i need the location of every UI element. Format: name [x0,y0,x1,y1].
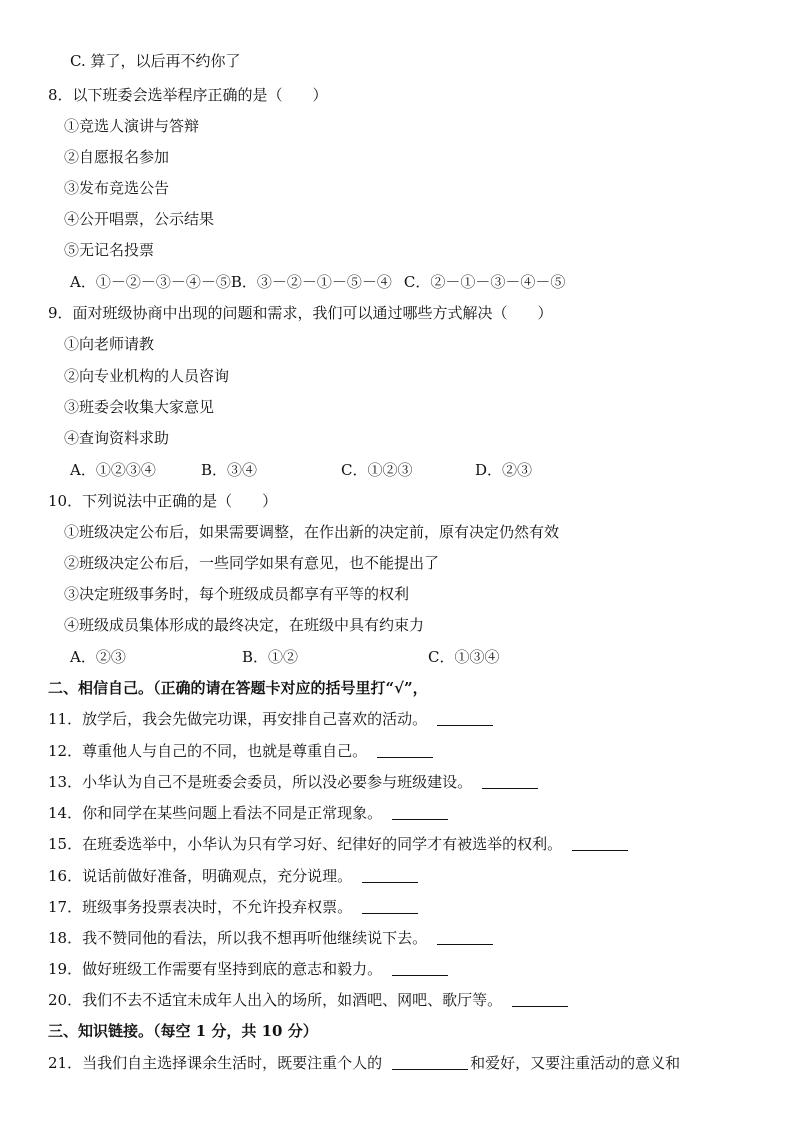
question-10-option-a: A．②③ [70,648,126,666]
question-text: 13．小华认为自己不是班委会委员，所以没必要参与班级建设。 [48,773,473,791]
question-13 [48,772,538,792]
answer-blank[interactable] [392,805,448,820]
question-14 [48,803,448,823]
answer-blank[interactable] [482,774,538,789]
question-9-option-d: D．②③ [475,461,533,479]
question-text: 18．我不赞同他的看法，所以我不想再听他继续说下去。 [48,929,428,947]
question-text: 11．放学后，我会先做完功课，再安排自己喜欢的活动。 [48,710,428,728]
answer-blank[interactable] [362,899,418,914]
question-15 [48,834,628,854]
question-9-option-b: B．③④ [201,461,258,479]
answer-blank[interactable] [512,992,568,1007]
question-7-option-c: C. 算了，以后再不约你了 [70,52,241,70]
section-2-heading: 二、相信自己。（正确的请在答题卡对应的括号里打“√”， [48,679,428,697]
answer-blank[interactable] [377,743,433,758]
section-3-heading: 三、知识链接。（每空 1 分，共 10 分） [48,1022,318,1040]
question-text: 15．在班委选举中，小华认为只有学习好、纪律好的同学才有被选举的权利。 [48,835,563,853]
option-b: B．③－②－①－⑤－④ [230,273,392,291]
option-a: A．①－②－③－④－⑤ [70,273,231,291]
question-16 [48,866,418,886]
question-17 [48,897,418,917]
question-text: 20．我们不去不适宜未成年人出入的场所，如酒吧、网吧、歌厅等。 [48,991,503,1009]
question-10-option-c: C．①③④ [428,648,500,666]
question-text: 16．说话前做好准备，明确观点，充分说理。 [48,867,353,885]
question-10-item: ④班级成员集体形成的最终决定，在班级中具有约束力 [64,616,425,634]
question-10-item: ③决定班级事务时，每个班级成员都享有平等的权利 [64,585,410,603]
question-19 [48,959,448,979]
question-text: 12．尊重他人与自己的不同，也就是尊重自己。 [48,742,368,760]
answer-blank[interactable] [437,711,493,726]
answer-blank[interactable] [572,836,628,851]
option-c: C．②－①－③－④－⑤ [403,273,566,291]
question-9-item: ④查询资料求助 [64,429,170,447]
answer-blank[interactable] [437,930,493,945]
question-text: 14．你和同学在某些问题上看法不同是正常现象。 [48,804,383,822]
question-10-item: ①班级决定公布后，如果需要调整，在作出新的决定前，原有决定仍然有效 [64,523,560,541]
question-8-stem: 8．以下班委会选举程序正确的是（ ） [48,86,328,104]
question-9-stem: 9．面对班级协商中出现的问题和需求，我们可以通过哪些方式解决（ ） [48,304,553,322]
question-8-item: ②自愿报名参加 [64,148,170,166]
question-8-item: ③发布竞选公告 [64,179,170,197]
question-18 [48,928,493,948]
question-text: 19．做好班级工作需要有坚持到底的意志和毅力。 [48,960,383,978]
question-8-item: ①竞选人演讲与答辩 [64,117,200,135]
question-9-option-c: C．①②③ [341,461,413,479]
question-9-item: ②向专业机构的人员咨询 [64,367,230,385]
question-9-item: ①向老师请教 [64,335,155,353]
fill-blank[interactable] [392,1055,468,1070]
question-9-item: ③班委会收集大家意见 [64,398,215,416]
question-10-stem: 10．下列说法中正确的是（ ） [48,492,278,510]
answer-blank[interactable] [362,868,418,883]
question-text-continued: 和爱好，又要注重活动的意义和 [470,1054,681,1072]
question-10-option-b: B．①② [242,648,299,666]
question-9-option-a: A．①②③④ [70,461,156,479]
question-8-options [70,272,565,292]
question-10-item: ②班级决定公布后，一些同学如果有意见，也不能提出了 [64,554,440,572]
question-text: 21．当我们自主选择课余生活时，既要注重个人的 [48,1054,383,1072]
answer-blank[interactable] [392,961,448,976]
question-12 [48,741,433,761]
question-11 [48,709,493,729]
question-8-item: ④公开唱票，公示结果 [64,210,215,228]
question-21 [48,1053,680,1073]
question-text: 17．班级事务投票表决时，不允许投弃权票。 [48,898,353,916]
question-8-item: ⑤无记名投票 [64,241,155,259]
question-20 [48,990,568,1010]
